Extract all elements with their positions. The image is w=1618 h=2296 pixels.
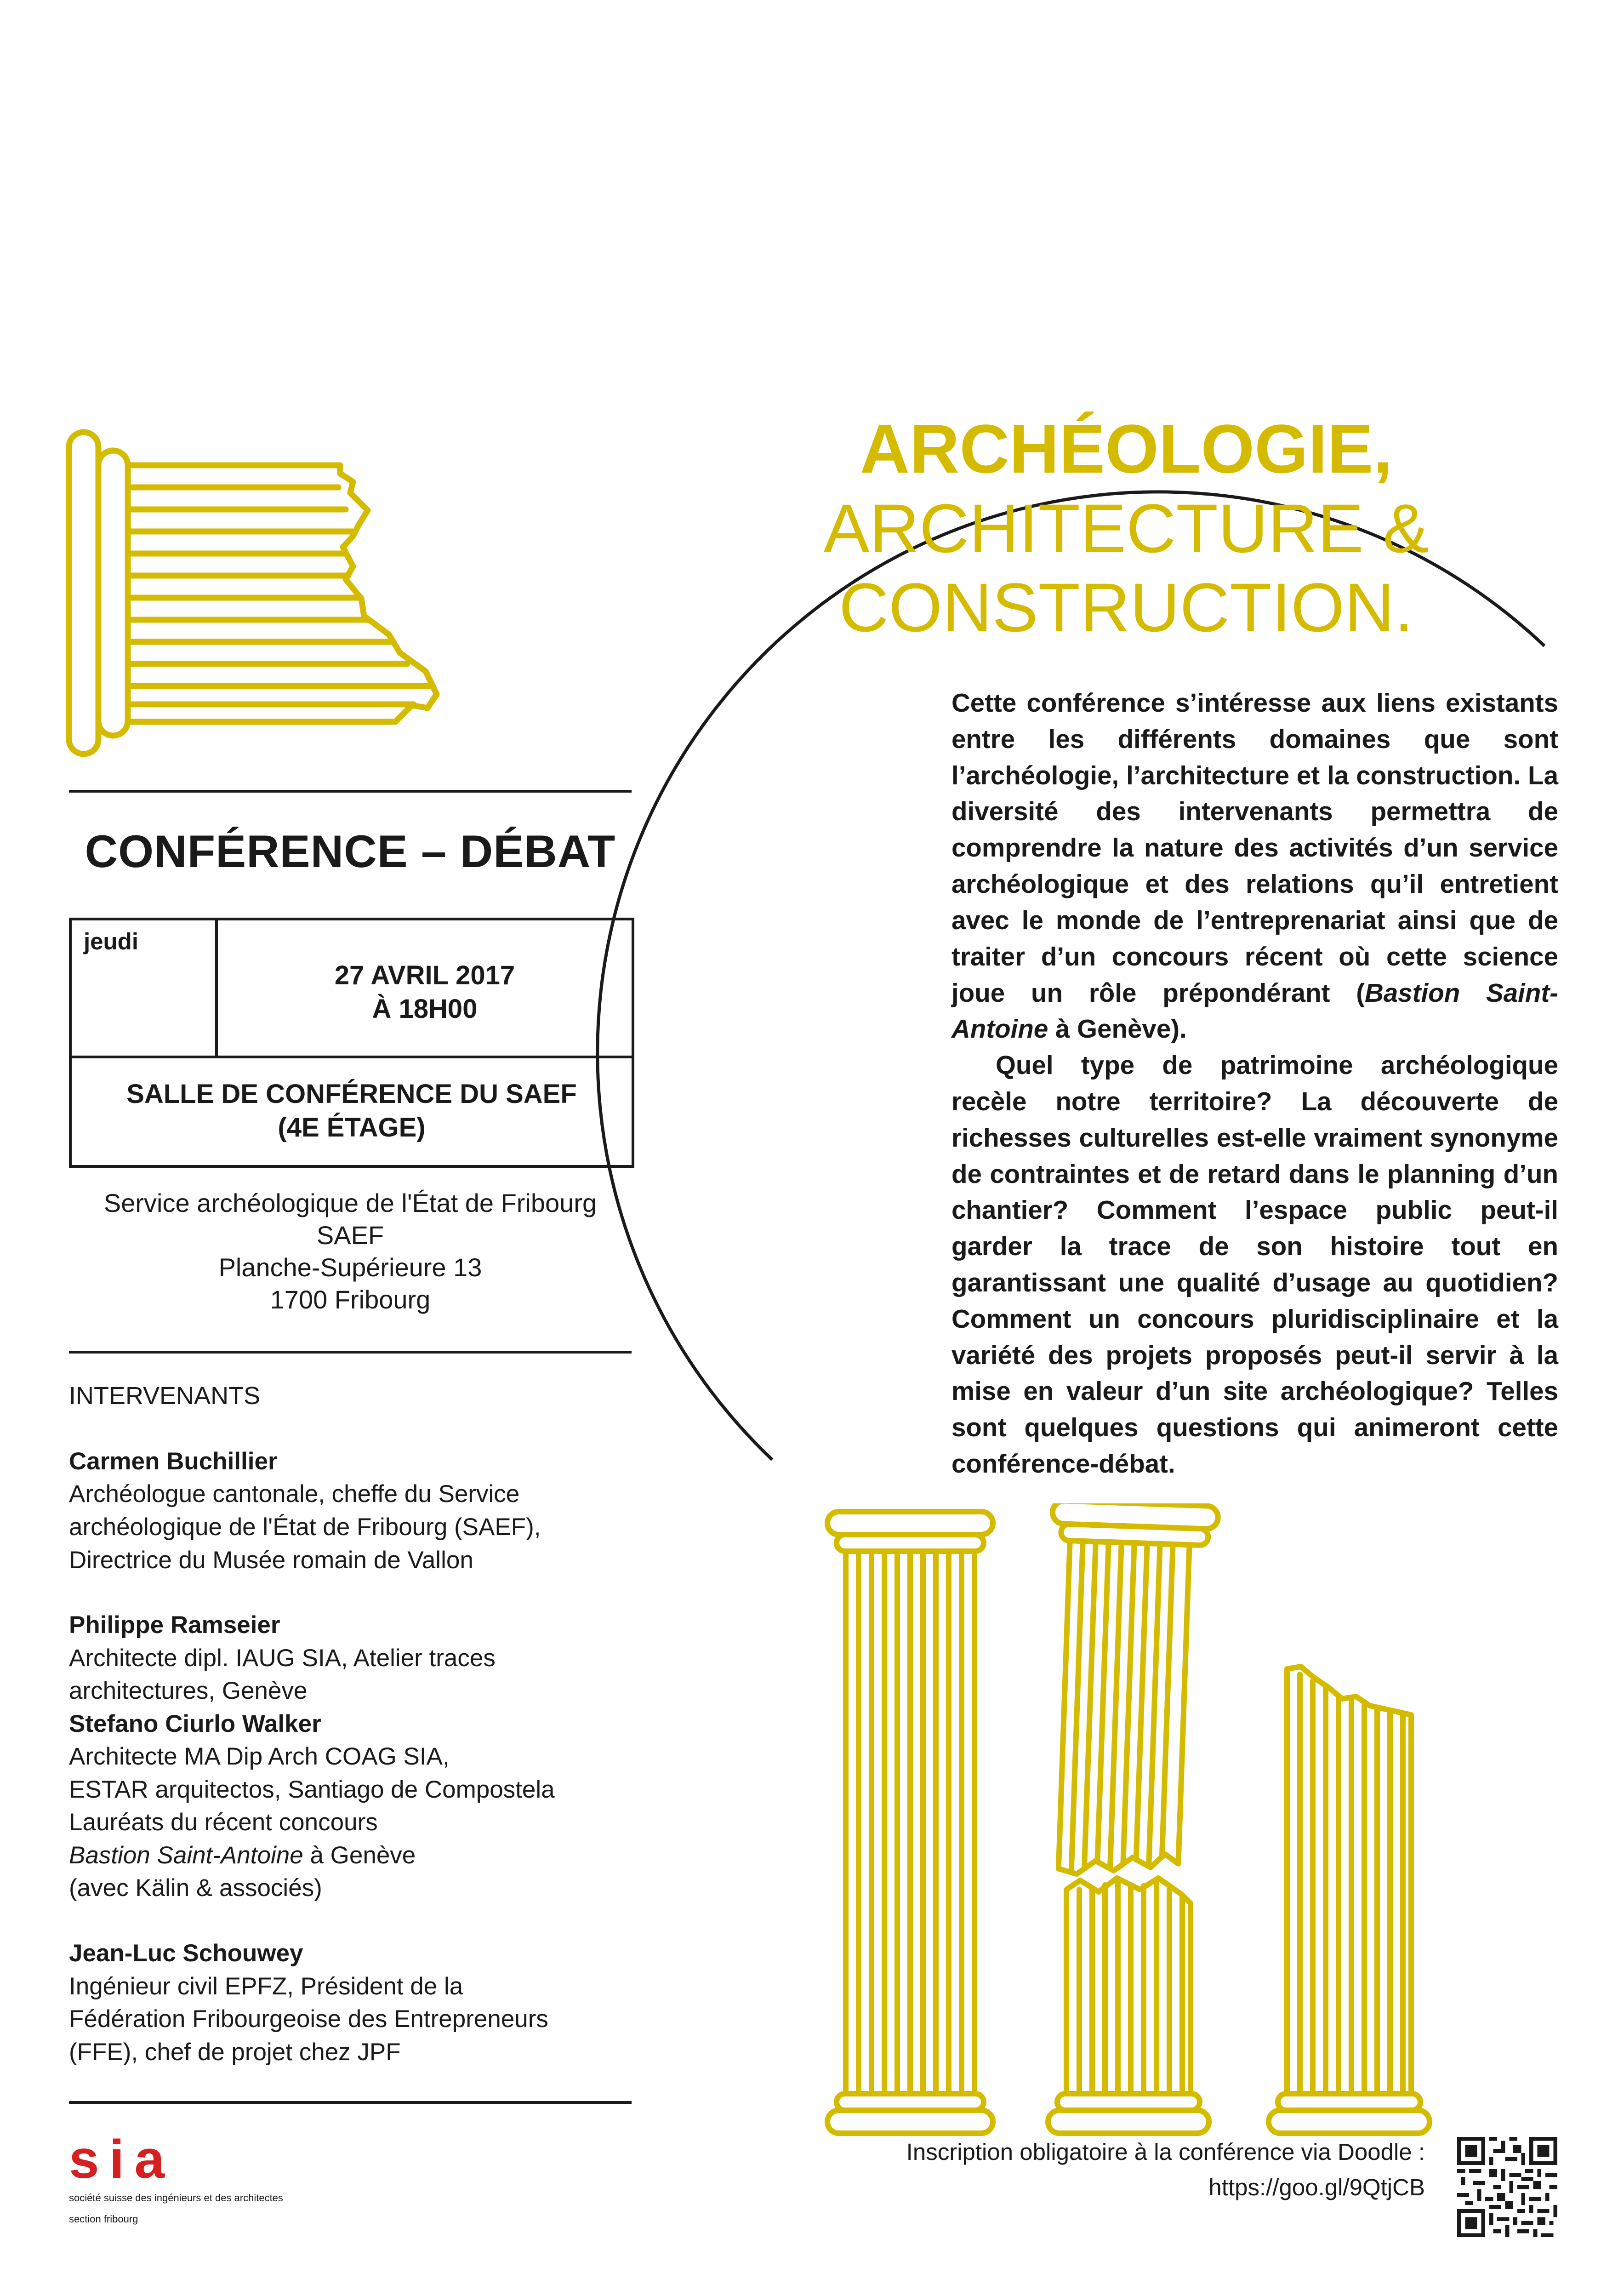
divider-middle (69, 1351, 632, 1354)
speaker-role: Directrice du Musée romain de Vallon (69, 1546, 473, 1574)
venue-line-1: SALLE DE CONFÉRENCE DU SAEF (126, 1079, 577, 1109)
speaker-role: Lauréats du récent concours (69, 1809, 378, 1836)
fallen-column-illustration (64, 423, 450, 772)
venue-line-2: (4E ÉTAGE) (278, 1112, 426, 1142)
speaker-philippe-ramseier (69, 1609, 648, 1708)
description-text (951, 685, 1558, 1482)
competition-name: Bastion Saint-Antoine (69, 1841, 303, 1869)
sia-logo-line-2: section fribourg (69, 2213, 138, 2225)
address-block (69, 1187, 632, 1316)
speaker-role: architectures, Genève (69, 1677, 308, 1705)
standing-columns-illustration (818, 1503, 1443, 2147)
competition-location: à Genève (303, 1841, 416, 1869)
speaker-role: Architecte dipl. IAUG SIA, Atelier traces (69, 1644, 496, 1672)
address-line-3: Planche-Supérieure 13 (218, 1253, 482, 1282)
speaker-role: Architecte MA Dip Arch COAG SIA, (69, 1743, 450, 1771)
date-box (69, 918, 634, 1168)
event-venue (72, 1078, 632, 1144)
speaker-stefano-ciurlo-walker (69, 1708, 648, 1905)
speaker-role: archéologique de l'État de Fribourg (SAEF), (69, 1513, 541, 1541)
description-paragraph-2: Quel type de patrimoine archéologique recèle notre territoire? La découverte de richesses culturelles est-elle vraiment synonyme de contraintes et de retard dans le planning d’un chantier? Comment l’espace public peut-il garder la trace de son histoire tout en garantissant une qualité d’usage au quotidien? Comment un concours pluridisciplinaire et la variété des projets proposés peut-il servir à la mise en valeur d’un site archéologique? Telles sont quelques questions qui animeront cette conférence-débat. (951, 1051, 1558, 1479)
speakers-section (69, 1379, 648, 2068)
speaker-role: (avec Kälin & associés) (69, 1874, 322, 1902)
event-type-heading: CONFÉRENCE – DÉBAT (85, 826, 616, 877)
speaker-role (69, 1839, 648, 1872)
speaker-jean-luc-schouwey (69, 1937, 648, 2068)
speaker-carmen-buchillier (69, 1445, 648, 1576)
speaker-name: Jean-Luc Schouwey (69, 1940, 303, 1967)
date-box-divider-horizontal (72, 1056, 632, 1058)
project-name: Bastion Saint-Antoine (951, 978, 1558, 1044)
event-datetime (218, 959, 632, 1026)
address-line-2: SAEF (316, 1221, 384, 1250)
registration-text: Inscription obligatoire à la conférence via Doodle : (906, 2139, 1425, 2165)
speaker-role: Fédération Fribourgeoise des Entrepreneurs (69, 2005, 548, 2033)
title-line-2: ARCHITECTURE & (823, 489, 1429, 567)
speaker-name: Stefano Ciurlo Walker (69, 1710, 321, 1737)
address-line-1: Service archéologique de l'État de Fribourg (103, 1188, 597, 1217)
speaker-role: ESTAR arquitectos, Santiago de Compostela (69, 1776, 555, 1803)
description-paragraph-1: Cette conférence s’intéresse aux liens existants entre les différents domaines que sont l’archéologie, l’architecture et la construction. La diversité des intervenants permettra de comprendre la nature des activités d’un service archéologique et des relations qu’il entretient avec le monde de l’entreprenariat ainsi que de traiter d’un concours récent où cette science joue un rôle prépondérant (Bastion Saint-Antoine à Genève). (951, 688, 1558, 1044)
event-time: À 18H00 (372, 994, 478, 1024)
event-date: 27 AVRIL 2017 (334, 960, 515, 990)
title-line-3: CONSTRUCTION. (839, 569, 1413, 646)
divider-bottom (69, 2101, 632, 2104)
title-line-1: ARCHÉOLOGIE, (860, 410, 1393, 487)
registration-link[interactable]: https://goo.gl/9QtjCB (1208, 2174, 1425, 2200)
divider-top (69, 790, 632, 793)
qr-code[interactable] (1457, 2137, 1557, 2237)
sia-logo (69, 2129, 283, 2225)
sia-logo-line-1: société suisse des ingénieurs et des architectes (69, 2192, 283, 2204)
poster-title (781, 409, 1471, 647)
speaker-name: Carmen Buchillier (69, 1447, 278, 1475)
event-day: jeudi (84, 928, 139, 954)
speaker-role: (FFE), chef de projet chez JPF (69, 2038, 401, 2066)
address-line-4: 1700 Fribourg (270, 1285, 431, 1314)
sia-logo-mark: sia (69, 2129, 175, 2190)
registration-note (781, 2135, 1425, 2205)
speaker-role: Archéologue cantonale, cheffe du Service (69, 1480, 520, 1508)
speakers-heading: INTERVENANTS (69, 1382, 261, 1410)
speaker-role: Ingénieur civil EPFZ, Président de la (69, 1972, 463, 2000)
speaker-name: Philippe Ramseier (69, 1611, 280, 1639)
